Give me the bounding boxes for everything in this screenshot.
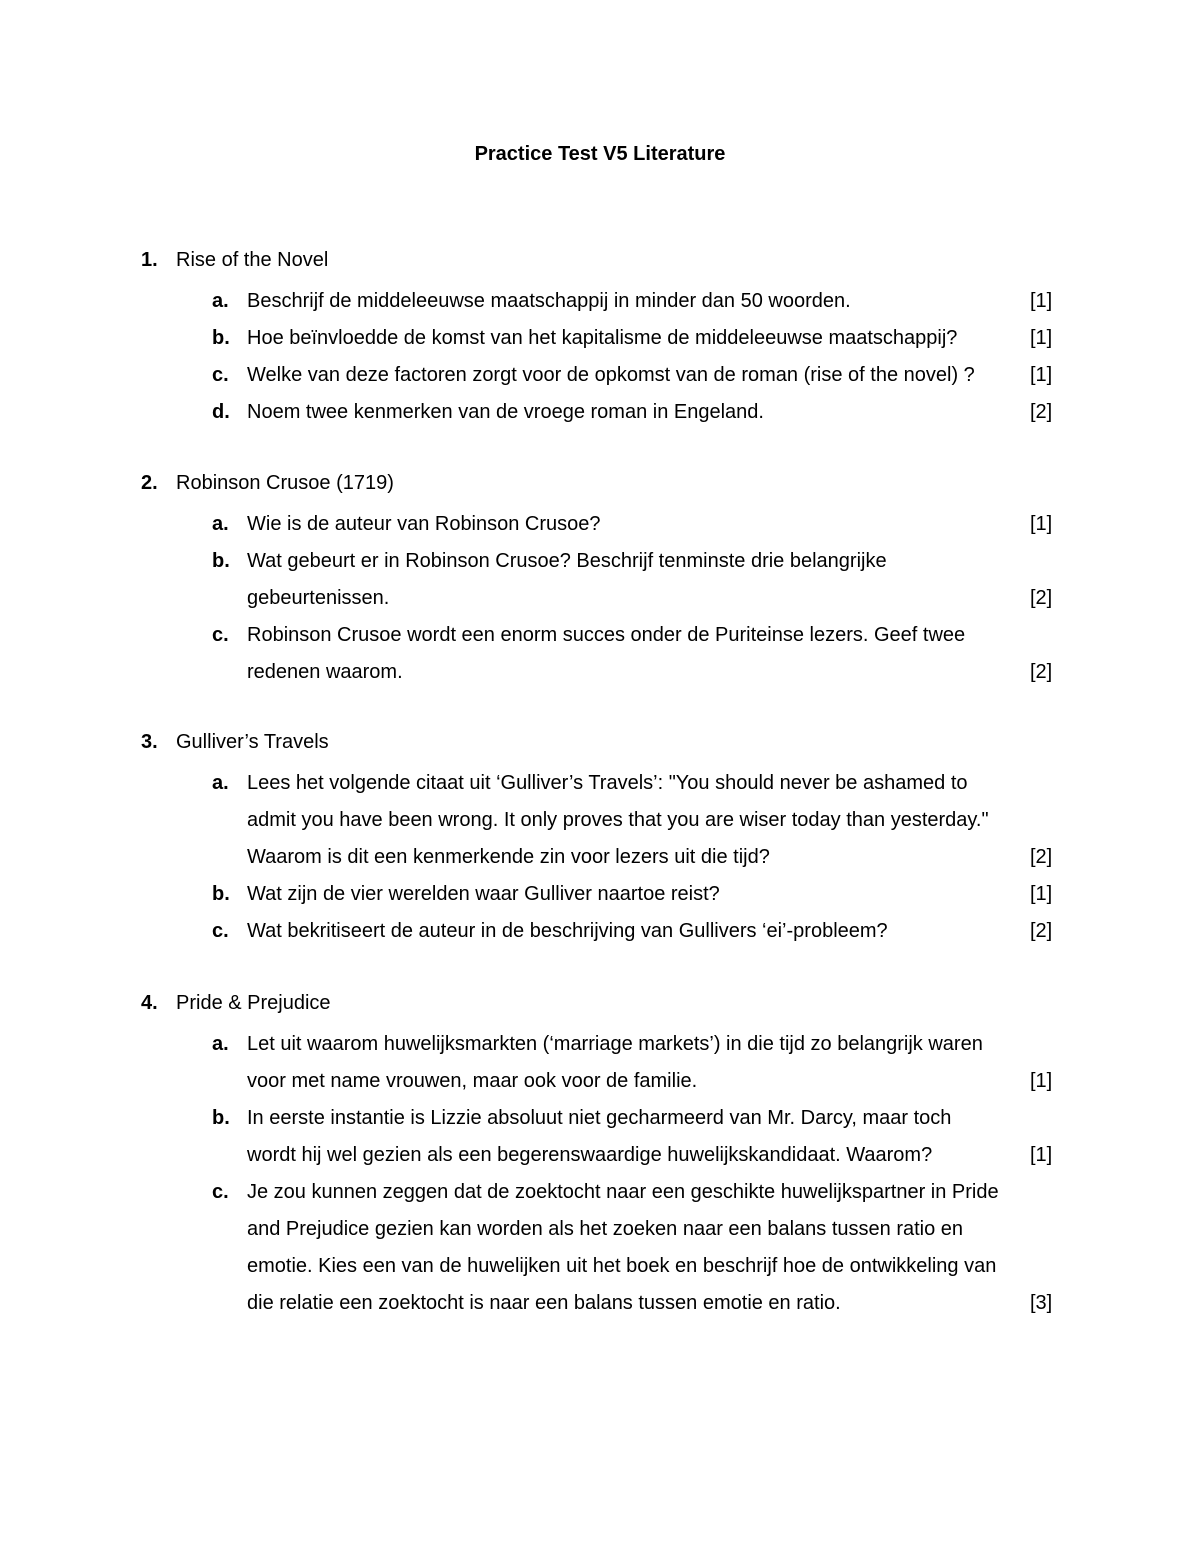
question — [0, 1174, 1200, 1322]
question-letter: c. — [212, 1181, 229, 1203]
question-letter: c. — [212, 920, 229, 942]
question-line: Je zou kunnen zeggen dat de zoektocht naar een geschikte huwelijkspartner in Pride — [247, 1181, 999, 1203]
question-line: Noem twee kenmerken van de vroege roman in Engeland. — [247, 401, 764, 423]
question — [0, 913, 1200, 950]
question-text — [247, 506, 1027, 543]
question — [0, 765, 1200, 876]
question-line: Waarom is dit een kenmerkende zin voor lezers uit die tijd? — [247, 846, 770, 868]
question-line: Hoe beïnvloedde de komst van het kapitalisme de middeleeuwse maatschappij? — [247, 327, 958, 349]
section-number: 3. — [141, 731, 158, 753]
question-marks: [2] — [1030, 846, 1053, 868]
question — [0, 876, 1200, 913]
question-line: gebeurtenissen. — [247, 587, 390, 609]
question-line: wordt hij wel gezien als een begerenswaardige huwelijkskandidaat. Waarom? — [247, 1144, 933, 1166]
question-marks: [2] — [1030, 401, 1053, 423]
question-marks: [2] — [1030, 587, 1053, 609]
section-title: Pride & Prejudice — [176, 992, 331, 1014]
question-letter: c. — [212, 364, 229, 386]
question-marks: [1] — [1030, 364, 1053, 386]
question-line: admit you have been wrong. It only proves that you are wiser today than yesterday." — [247, 809, 989, 831]
question-letter: b. — [212, 1107, 230, 1129]
question-letter: b. — [212, 883, 230, 905]
question-letter: a. — [212, 290, 229, 312]
question-line: and Prejudice gezien kan worden als het zoeken naar een balans tussen ratio en — [247, 1218, 964, 1240]
question-line: die relatie een zoektocht is naar een balans tussen emotie en ratio. — [247, 1292, 841, 1314]
question-letter: d. — [212, 401, 230, 423]
question-text — [247, 1100, 1027, 1174]
question — [0, 543, 1200, 617]
question-text — [247, 283, 1027, 320]
question — [0, 617, 1200, 691]
question-marks: [3] — [1030, 1292, 1053, 1314]
section-heading — [0, 728, 1200, 756]
question-marks: [1] — [1030, 290, 1053, 312]
section-title: Gulliver’s Travels — [176, 731, 329, 753]
section-pride-and-prejudice — [0, 989, 1200, 1322]
question-marks: [2] — [1030, 661, 1053, 683]
question — [0, 506, 1200, 543]
question-line: Robinson Crusoe wordt een enorm succes onder de Puriteinse lezers. Geef twee — [247, 624, 966, 646]
question-letter: c. — [212, 624, 229, 646]
question-line: voor met name vrouwen, maar ook voor de familie. — [247, 1070, 698, 1092]
question-text — [247, 357, 1027, 394]
section-number: 4. — [141, 992, 158, 1014]
question — [0, 357, 1200, 394]
question-line: redenen waarom. — [247, 661, 403, 683]
section-gullivers-travels — [0, 728, 1200, 950]
question-line: Wat zijn de vier werelden waar Gulliver naartoe reist? — [247, 883, 720, 905]
question — [0, 1100, 1200, 1174]
section-heading — [0, 469, 1200, 497]
question-text — [247, 913, 1027, 950]
question-line: emotie. Kies een van de huwelijken uit het boek en beschrijf hoe de ontwikkeling van — [247, 1255, 997, 1277]
question-text — [247, 876, 1027, 913]
section-title: Rise of the Novel — [176, 249, 329, 271]
question-letter: b. — [212, 550, 230, 572]
section-robinson-crusoe — [0, 469, 1200, 691]
question-text — [247, 765, 1027, 876]
question-marks: [1] — [1030, 1070, 1053, 1092]
question-line: Wat bekritiseert de auteur in de beschrijving van Gullivers ‘ei’-probleem? — [247, 920, 888, 942]
question-line: Beschrijf de middeleeuwse maatschappij in minder dan 50 woorden. — [247, 290, 851, 312]
question-line: Welke van deze factoren zorgt voor de opkomst van de roman (rise of the novel) ? — [247, 364, 975, 386]
question-text — [247, 1026, 1027, 1100]
section-number: 1. — [141, 249, 158, 271]
question-text — [247, 320, 1027, 357]
question-line: Wat gebeurt er in Robinson Crusoe? Beschrijf tenminste drie belangrijke — [247, 550, 887, 572]
question-marks: [1] — [1030, 327, 1053, 349]
question-marks: [1] — [1030, 1144, 1053, 1166]
page-title: Practice Test V5 Literature — [474, 143, 726, 165]
section-number: 2. — [141, 472, 158, 494]
question-line: In eerste instantie is Lizzie absoluut niet gecharmeerd van Mr. Darcy, maar toch — [247, 1107, 952, 1129]
question-text — [247, 1174, 1027, 1322]
question-marks: [1] — [1030, 513, 1053, 535]
question-letter: b. — [212, 327, 230, 349]
question-letter: a. — [212, 513, 229, 535]
section-rise-of-the-novel — [0, 246, 1200, 431]
question — [0, 283, 1200, 320]
question-line: Wie is de auteur van Robinson Crusoe? — [247, 513, 601, 535]
section-heading — [0, 989, 1200, 1017]
section-heading — [0, 246, 1200, 274]
question — [0, 320, 1200, 357]
question — [0, 1026, 1200, 1100]
question-text — [247, 617, 1027, 691]
section-title: Robinson Crusoe (1719) — [176, 472, 394, 494]
question-line: Let uit waarom huwelijksmarkten (‘marriage markets’) in die tijd zo belangrijk waren — [247, 1033, 983, 1055]
question-letter: a. — [212, 772, 229, 794]
question-text — [247, 394, 1027, 431]
question-line: Lees het volgende citaat uit ‘Gulliver’s Travels’: "You should never be ashamed to — [247, 772, 968, 794]
question-marks: [2] — [1030, 920, 1053, 942]
question-text — [247, 543, 1027, 617]
question-marks: [1] — [1030, 883, 1053, 905]
question — [0, 394, 1200, 431]
question-letter: a. — [212, 1033, 229, 1055]
